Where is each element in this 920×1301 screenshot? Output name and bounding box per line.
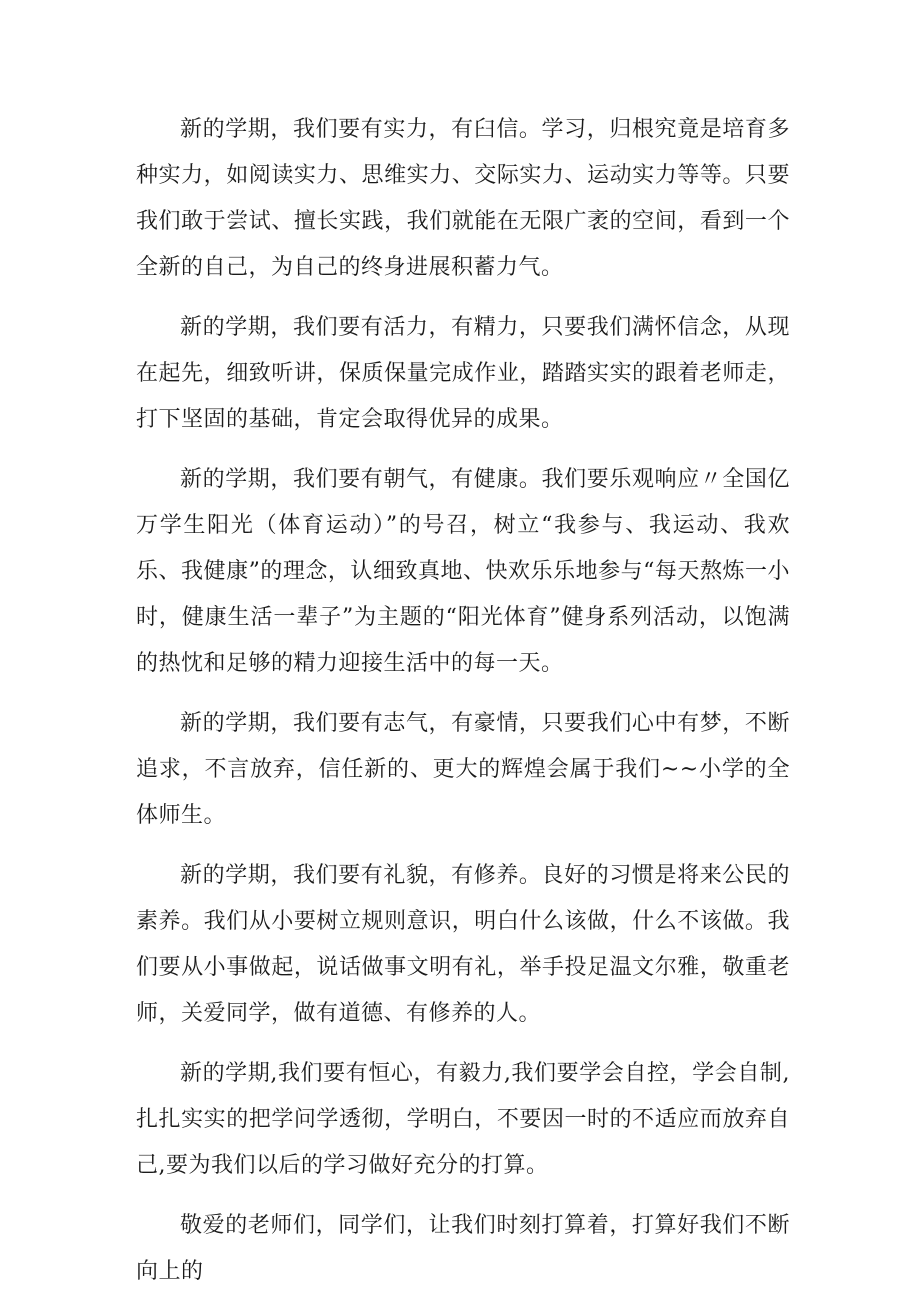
- paragraph-2: 新的学期，我们要有活力，有精力，只要我们满怀信念，从现在起先，细致听讲，保质保量完成作业，踏踏实实的跟着老师走，打下坚固的基础，肯定会取得优异的成果。: [136, 315, 790, 432]
- paragraph-1: 新的学期，我们要有实力，有臼信。学习，归根究竟是培育多种实力，如阅读实力、思维实力、交际实力、运动实力等等。只要我们敢于尝试、擅长实践，我们就能在无限广袤的空间，看到一个全新的自己，为自己的终身进展积蓄力气。: [136, 117, 790, 280]
- paragraph-3: 新的学期，我们要有朝气，有健康。我们要乐观响应〃全国亿万学生阳光（体育运动）”的号召，树立“我参与、我运动、我欢乐、我健康”的理念，认细致真地、快欢乐乐地参与“每天熬炼一小时，健康生活一辈子”为主题的“阳光体育”健身系列活动，以饱满的热忱和足够的精力迎接生活中的每一天。: [136, 467, 790, 676]
- paragraph-7: 敬爱的老师们，同学们，让我们时刻打算着，打算好我们不断向上的: [136, 1213, 790, 1284]
- paragraph-5: 新的学期，我们要有礼貌，有修养。良好的习惯是将来公民的素养。我们从小要树立规则意识，明白什么该做，什么不该做。我们要从小事做起，说话做事文明有礼，举手投足温文尔雅，敬重老师，关爱同学，做有道德、有修养的人。: [136, 863, 790, 1026]
- paragraph-6: 新的学期,我们要有恒心，有毅力,我们要学会自控，学会自制,扎扎实实的把学问学透彻，学明白，不要因一时的不适应而放弃自己,要为我们以后的学习做好充分的打算。: [136, 1061, 790, 1178]
- paragraph-4: 新的学期，我们要有志气，有豪情，只要我们心中有梦，不断追求，不言放弃，信任新的、更大的辉煌会属于我们~~小学的全体师生。: [136, 711, 790, 828]
